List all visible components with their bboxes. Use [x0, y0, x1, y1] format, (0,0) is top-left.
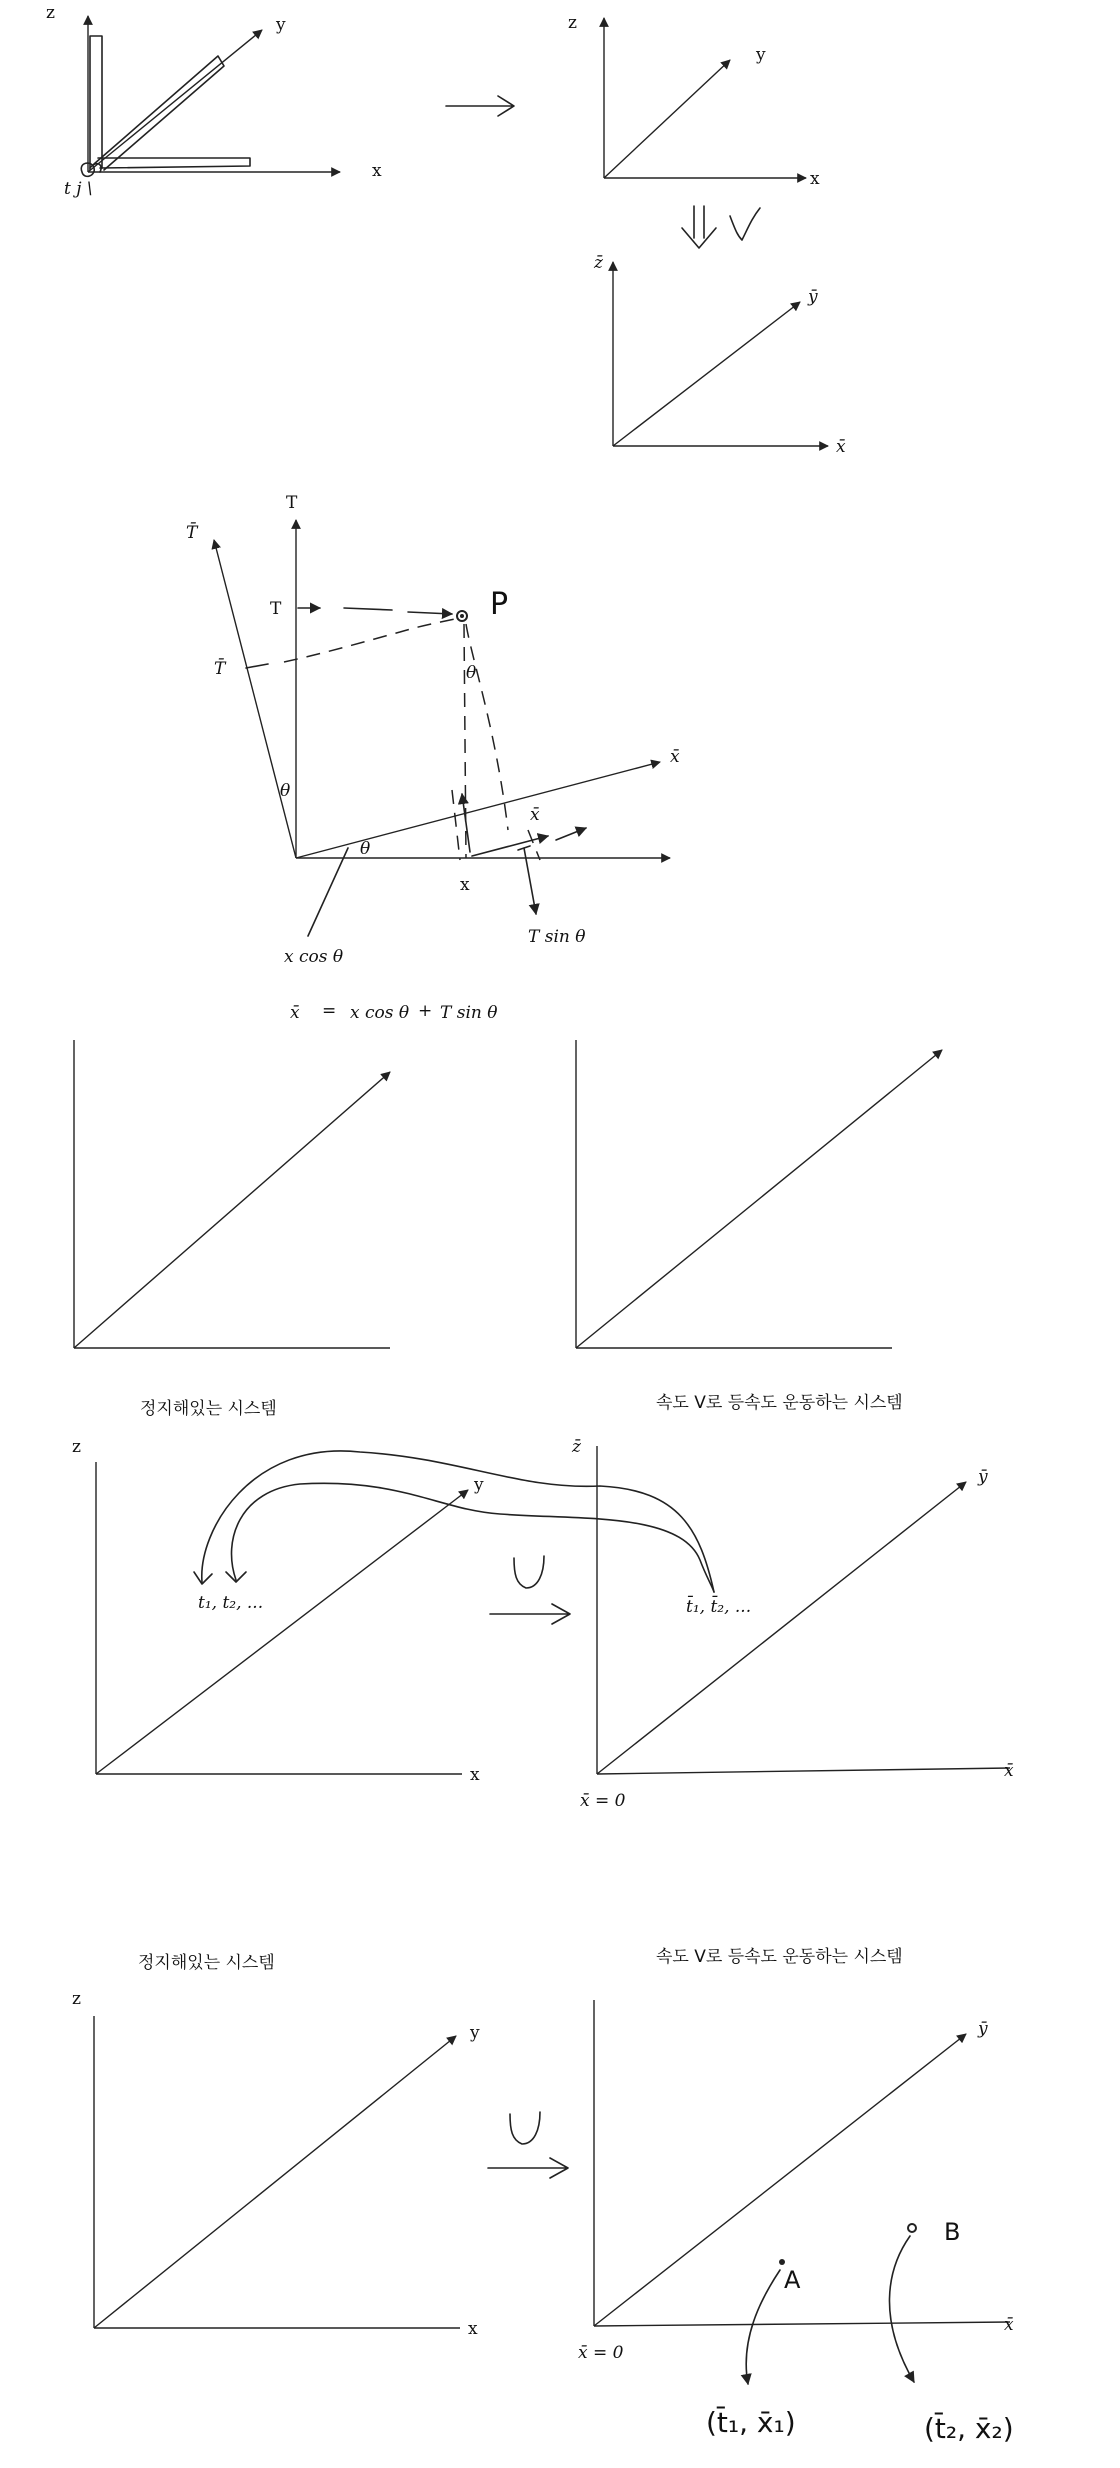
equation-term-2: T sin θ	[440, 1003, 498, 1023]
axis-label-T-bar: T̄	[186, 523, 198, 543]
axis-label-z: z	[46, 3, 55, 23]
blank-axes-right	[576, 1040, 942, 1348]
x-bar-near-point: x̄	[530, 805, 540, 825]
axis-label-x: x	[468, 2319, 478, 2339]
axis-label-y: y	[756, 45, 766, 65]
axis-label-z-bar: z̄	[572, 1437, 581, 1457]
origin-label: x̄ = 0	[580, 1791, 626, 1811]
moving-system-title: 속도 V로 등속도 운동하는 시스템	[656, 1947, 903, 1967]
velocity-arrow	[488, 2158, 568, 2178]
event-A-label: A	[784, 2266, 801, 2294]
axis-label-x: x	[372, 161, 382, 181]
axis-label-x-bar: x̄	[1004, 1761, 1014, 1781]
axis-label-z-bar: z̄	[594, 253, 603, 273]
velocity-V-glyph	[510, 2112, 540, 2144]
event-B-label: B	[944, 2218, 961, 2246]
times-moving: t̄₁, t̄₂, ...	[686, 1597, 752, 1617]
rotation-diagram	[186, 493, 680, 967]
x-cos-theta-label: x cos θ	[284, 947, 344, 967]
point-P-label: P	[490, 587, 509, 622]
axis-label-y-bar: ȳ	[978, 2019, 988, 2039]
axes-bar	[593, 253, 846, 457]
origin-label: x̄ = 0	[578, 2343, 624, 2363]
axis-label-y: y	[474, 1475, 484, 1495]
equation-equals: =	[322, 1001, 337, 1021]
axis-label-x: x	[470, 1765, 480, 1785]
moving-system-title: 속도 V로 등속도 운동하는 시스템	[656, 1393, 903, 1413]
equation-term-1: x cos θ	[350, 1003, 410, 1023]
small-handwritten-marks: t j \	[64, 179, 93, 199]
times-rest: t₁, t₂, ...	[198, 1593, 264, 1613]
event-A-dot	[779, 2259, 785, 2265]
velocity-down-arrow	[682, 206, 760, 248]
axes-xyz	[568, 13, 820, 189]
blank-axes-left	[74, 1040, 390, 1348]
section-4	[72, 1947, 1014, 2445]
transformation-equation	[290, 1001, 498, 1023]
T-sin-theta-label: T sin θ	[528, 927, 586, 947]
axis-label-z: z	[568, 13, 577, 33]
axis-label-y-bar: ȳ	[978, 1467, 988, 1487]
T-bar-coordinate-label: T̄	[214, 659, 226, 679]
transform-arrow	[446, 96, 514, 116]
mapping-curve-1	[232, 1483, 714, 1592]
equation-lhs: x̄	[290, 1003, 300, 1023]
axis-label-y-bar: ȳ	[808, 287, 818, 307]
mapping-curve-2	[202, 1451, 714, 1592]
axis-label-x-bar: x̄	[1004, 2315, 1014, 2335]
axis-label-y: y	[470, 2023, 480, 2043]
axis-label-x-bar: x̄	[670, 747, 680, 767]
event-A-coordinates: (t̄₁, x̄₁)	[706, 2406, 796, 2439]
velocity-arrow	[490, 1604, 570, 1624]
sketch-3d-axes	[46, 3, 382, 199]
axis-label-y: y	[276, 15, 286, 35]
theta-between-T-axes: θ	[280, 781, 291, 801]
rest-system-title: 정지해있는 시스템	[138, 1953, 275, 1973]
velocity-V-glyph	[514, 1556, 544, 1588]
axis-label-x-bar: x̄	[836, 437, 846, 457]
axis-label-x: x	[810, 169, 820, 189]
axis-label-T: T	[286, 493, 298, 513]
axis-label-z: z	[72, 1989, 81, 2009]
theta-at-P: θ	[466, 663, 477, 683]
x-coordinate-label: x	[460, 875, 470, 895]
theta-between-x-axes: θ	[360, 839, 371, 859]
T-coordinate-label: T	[270, 599, 282, 619]
rest-system-title: 정지해있는 시스템	[140, 1399, 277, 1419]
event-B-coordinates: (t̄₂, x̄₂)	[924, 2412, 1014, 2445]
section-3	[72, 1393, 1014, 1811]
equation-plus: +	[418, 1001, 433, 1021]
axis-label-z: z	[72, 1437, 81, 1457]
event-B-dot	[908, 2224, 916, 2232]
